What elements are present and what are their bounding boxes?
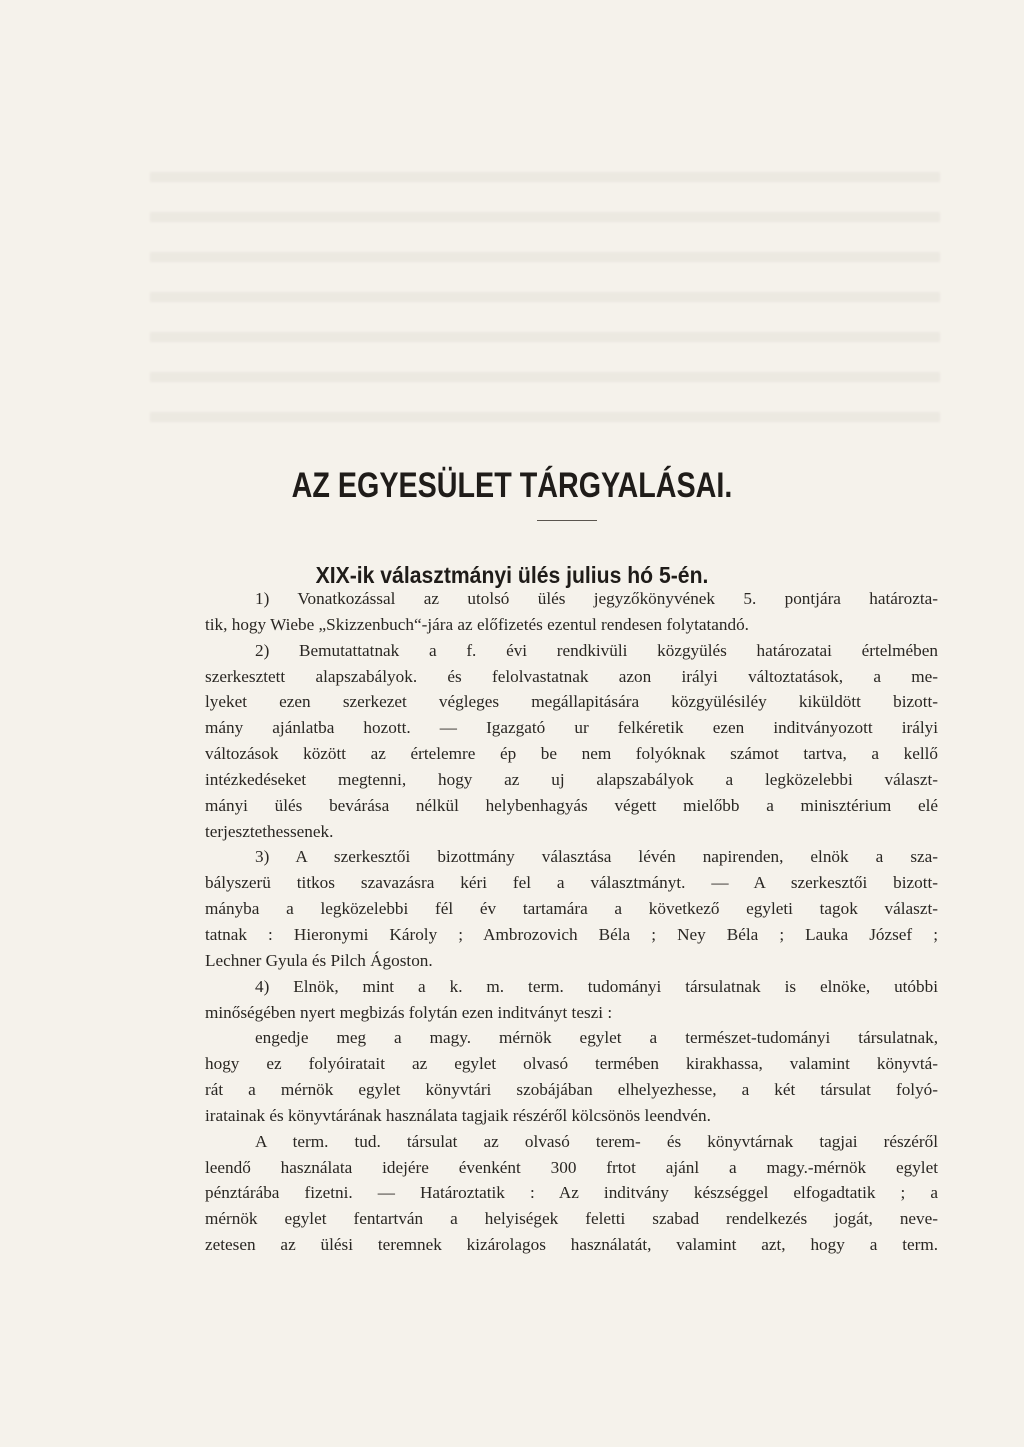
text-line: változások között az értelemre ép be nem folyóknak számot tartva, a kellő [205, 744, 938, 764]
text-line: bályszerü titkos szavazásra kéri fel a választmányt. — A szerkesztői bizott- [205, 873, 938, 893]
text-line: mérnök egylet fentartván a helyiségek feletti szabad rendelkezés jogát, neve- [205, 1209, 938, 1229]
meeting-title: XIX-ik választmányi ülés julius hó 5-én. [315, 562, 709, 588]
text-line: mány ajánlatba hozott. — Igazgató ur felkéretik ezen inditványozott irályi [205, 718, 938, 738]
heading-rule [537, 520, 597, 521]
text-line: 2) Bemutattatnak a f. évi rendkivüli közgyülés határozatai értelmében [255, 640, 938, 660]
text-line: pénztárába fizetni. — Határoztatik : Az inditvány készséggel elfogadtatik ; a [205, 1183, 938, 1203]
text-line: minőségében nyert megbizás folytán ezen inditványt teszi : [205, 1002, 613, 1022]
text-line: szerkesztett alapszabályok. és felolvastatnak azon irályi változtatások, a me- [205, 666, 938, 686]
text-line: tik, hogy Wiebe „Skizzenbuch“-jára az előfizetés ezentul rendesen folytatandó. [205, 614, 749, 634]
section-heading: AZ EGYESÜLET TÁRGYALÁSAI. [291, 466, 733, 505]
text-line: lyeket ezen szerkezet végleges megállapitására közgyülésiléy kiküldött bizott- [205, 692, 938, 712]
text-line: Lechner Gyula és Pilch Ágoston. [205, 950, 433, 970]
text-line: iratainak és könyvtárának használata tagjaik részéről kölcsönös leendvén. [205, 1105, 711, 1125]
text-line: intézkedéseket megtenni, hogy az uj alapszabályok a legközelebbi választ- [205, 769, 938, 789]
text-line: 4) Elnök, mint a k. m. term. tudományi társulatnak is elnöke, utóbbi [255, 976, 938, 996]
text-line: mányba a legközelebbi fél év tartamára a következő egyleti tagok választ- [205, 899, 938, 919]
text-line: engedje meg a magy. mérnök egylet a természet-tudományi társulatnak, [255, 1028, 938, 1048]
text-line: rát a mérnök egylet könyvtári szobájában elhelyezhesse, a két társulat folyó- [205, 1080, 938, 1100]
text-line: A term. tud. társulat az olvasó terem- és könyvtárnak tagjai részéről [255, 1131, 938, 1151]
text-line: tatnak : Hieronymi Károly ; Ambrozovich Béla ; Ney Béla ; Lauka József ; [205, 924, 938, 944]
minutes-body [205, 586, 938, 1258]
text-line: hogy ez folyóiratait az egylet olvasó termében kirakhassa, valamint könyvtá- [205, 1054, 938, 1074]
text-line: 1) Vonatkozással az utolsó ülés jegyzőkönyvének 5. pontjára határozta- [255, 589, 938, 608]
text-line: leendő használata idejére évenként 300 frtot ajánl a magy.-mérnök egylet [205, 1157, 938, 1177]
text-line: zetesen az ülési teremnek kizárolagos használatát, valamint azt, hogy a term. [205, 1235, 938, 1255]
text-line: terjesztethessenek. [205, 821, 334, 841]
text-line: 3) A szerkesztői bizottmány választása lévén napirenden, elnök a sza- [255, 847, 938, 867]
bleed-through-text [150, 150, 940, 440]
text-line: mányi ülés bevárása nélkül helybenhagyás végett mielőbb a minisztérium elé [205, 795, 938, 815]
